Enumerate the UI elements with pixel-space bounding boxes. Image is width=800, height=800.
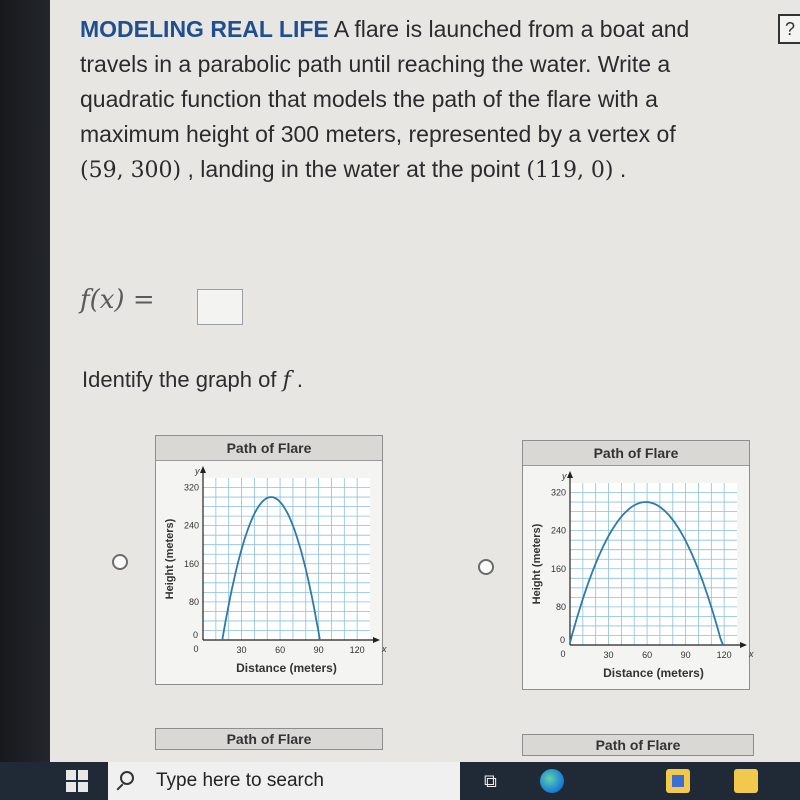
identify-end: . <box>290 367 303 392</box>
store-icon[interactable] <box>666 769 690 793</box>
x-axis-arrow <box>740 642 747 648</box>
x-axis-label: Distance (meters) <box>603 666 704 680</box>
x-tick-label: 120 <box>716 650 732 660</box>
search-icon <box>120 771 134 785</box>
x-tick-label: 90 <box>680 650 691 660</box>
problem-lead: MODELING REAL LIFE <box>80 16 329 42</box>
function-answer-input[interactable] <box>197 289 243 325</box>
graph-b-plot <box>523 465 754 688</box>
graph-option-b-radio[interactable] <box>478 559 494 575</box>
x-variable: x <box>749 649 754 659</box>
screen-bezel <box>0 0 50 762</box>
identify-prompt <box>82 367 303 393</box>
plot-area <box>203 478 370 640</box>
x-axis-label: Distance (meters) <box>236 661 337 675</box>
x-tick-label: 90 <box>313 645 324 655</box>
y-tick-label: 320 <box>550 487 566 498</box>
graph-title: Path of Flare <box>156 436 382 461</box>
y-tick-label: 0 <box>192 630 198 640</box>
identify-text: Identify the graph of <box>82 367 283 392</box>
y-tick-label: 0 <box>559 635 565 645</box>
graph-option-d-title: Path of Flare <box>522 734 754 756</box>
y-axis-arrow <box>567 471 573 478</box>
search-placeholder: Type here to search <box>156 770 324 791</box>
x-tick-label: 60 <box>275 645 286 655</box>
y-variable: y <box>195 466 200 476</box>
graph-option-a-radio[interactable] <box>112 554 128 570</box>
y-variable: y <box>562 471 567 481</box>
x-tick-label: 60 <box>642 650 653 660</box>
graph-option-c-title: Path of Flare <box>155 728 383 750</box>
function-label: f(x) = <box>80 285 155 315</box>
y-tick-label: 80 <box>188 596 199 607</box>
y-tick-label: 240 <box>183 520 199 531</box>
problem-text: A flare is launched from a boat and travels in a parabolic path until reaching the water. Write a quadratic function that models the path of the flare with a maximum height of 300 meters, represented by a vertex of <box>80 16 690 147</box>
x-tick-label: 0 <box>560 649 566 659</box>
graph-option-a <box>155 435 387 685</box>
y-axis-label: Height (meters) <box>164 518 176 600</box>
x-axis-arrow <box>373 637 380 643</box>
x-variable: x <box>382 644 387 654</box>
x-tick-label: 120 <box>349 645 365 655</box>
problem-text-2: , landing in the water at the point <box>181 156 527 182</box>
x-tick-label: 30 <box>603 650 614 660</box>
problem-statement <box>80 12 700 188</box>
edge-browser-icon[interactable] <box>540 769 564 793</box>
graph-a-plot <box>156 460 387 683</box>
y-tick-label: 80 <box>555 601 566 612</box>
x-tick-label: 0 <box>193 644 199 654</box>
y-tick-label: 240 <box>550 525 566 536</box>
graph-title: Path of Flare <box>523 441 749 466</box>
task-view-icon[interactable]: ⧉ <box>484 771 497 791</box>
y-tick-label: 160 <box>183 558 199 569</box>
windows-taskbar <box>0 762 800 800</box>
problem-text-3: . <box>613 156 627 182</box>
help-icon[interactable]: ? <box>778 14 800 44</box>
x-tick-label: 30 <box>236 645 247 655</box>
y-axis-label: Height (meters) <box>531 523 543 605</box>
mail-icon[interactable] <box>734 769 758 793</box>
y-axis-arrow <box>200 466 206 473</box>
graph-option-b <box>522 440 754 690</box>
assignment-page <box>50 0 800 762</box>
y-tick-label: 320 <box>183 482 199 493</box>
y-tick-label: 160 <box>550 563 566 574</box>
windows-start-button[interactable] <box>66 770 88 792</box>
landing-point-math: (119, 0) <box>526 158 614 183</box>
taskbar-search-box[interactable] <box>108 762 460 800</box>
identify-function-name: f <box>282 368 291 393</box>
vertex-math: (59, 300) <box>80 158 182 183</box>
